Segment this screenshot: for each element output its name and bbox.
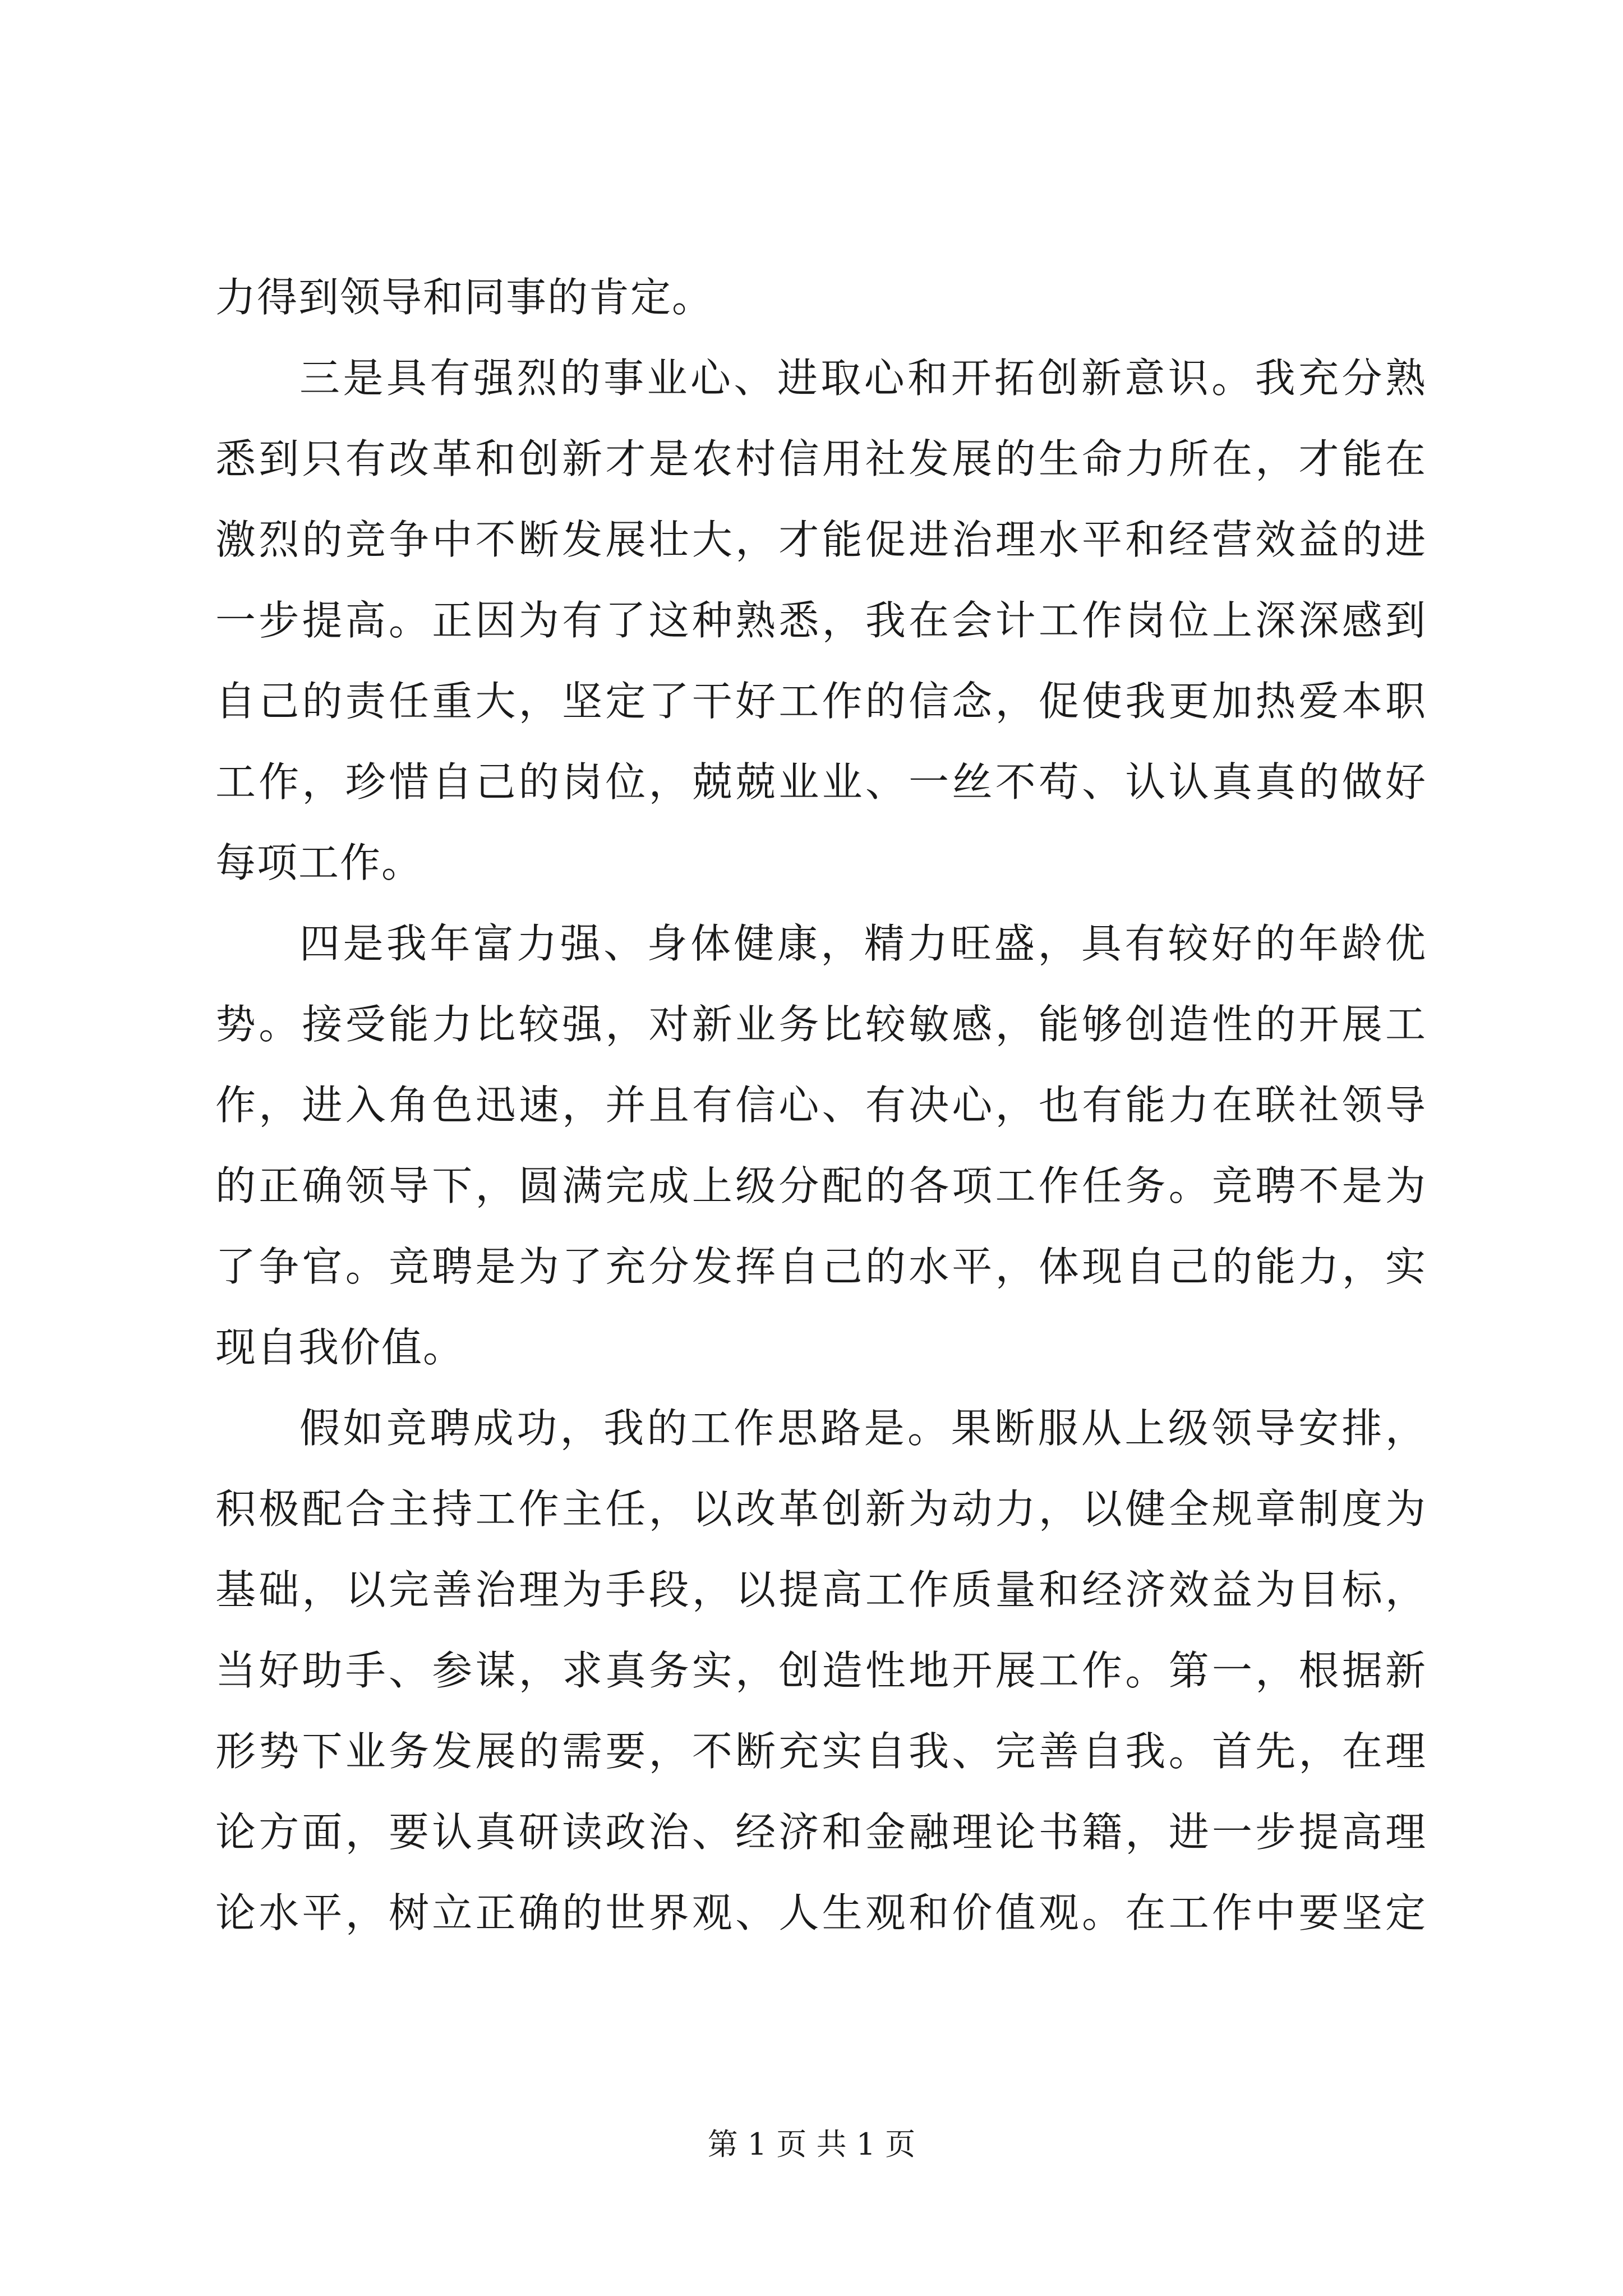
text-line: 了争官。竞聘是为了充分发挥自己的水平，体现自己的能力，实 <box>215 1243 1427 1290</box>
text-line: 基础，以完善治理为手段，以提高工作质量和经济效益为目标， <box>215 1566 1427 1613</box>
text-line: 论方面，要认真研读政治、经济和金融理论书籍，进一步提高理 <box>215 1809 1427 1856</box>
text-line: 假如竞聘成功，我的工作思路是。果断服从上级领导安排， <box>299 1405 1427 1452</box>
text-line: 每项工作。 <box>215 839 423 886</box>
text-line: 论水平，树立正确的世界观、人生观和价值观。在工作中要坚定 <box>215 1889 1427 1936</box>
page-footer: 第 1 页 共 1 页 <box>707 2127 916 2162</box>
text-line: 积极配合主持工作主任，以改革创新为动力，以健全规章制度为 <box>215 1485 1427 1533</box>
body-text <box>215 257 1427 1953</box>
text-line: 形势下业务发展的需要，不断充实自我、完善自我。首先，在理 <box>215 1728 1427 1775</box>
text-line: 势。接受能力比较强，对新业务比较敏感，能够创造性的开展工 <box>215 1001 1427 1048</box>
text-line: 力得到领导和同事的肯定。 <box>215 274 714 321</box>
text-line: 悉到只有改革和创新才是农村信用社发展的生命力所在，才能在 <box>215 435 1427 482</box>
text-line: 当好助手、参谋，求真务实，创造性地开展工作。第一，根据新 <box>215 1647 1427 1694</box>
text-line: 四是我年富力强、身体健康，精力旺盛，具有较好的年龄优 <box>299 920 1427 967</box>
text-line: 自己的责任重大，坚定了干好工作的信念，促使我更加热爱本职 <box>215 678 1427 725</box>
text-line: 激烈的竞争中不断发展壮大，才能促进治理水平和经营效益的进 <box>215 516 1427 563</box>
text-line: 三是具有强烈的事业心、进取心和开拓创新意识。我充分熟 <box>299 355 1427 402</box>
text-line: 工作，珍惜自己的岗位，兢兢业业、一丝不苟、认认真真的做好 <box>215 758 1427 806</box>
text-line: 的正确领导下，圆满完成上级分配的各项工作任务。竞聘不是为 <box>215 1162 1427 1209</box>
text-line: 一步提高。正因为有了这种熟悉，我在会计工作岗位上深深感到 <box>215 597 1427 644</box>
text-line: 现自我价值。 <box>215 1324 465 1371</box>
text-line: 作，进入角色迅速，并且有信心、有决心，也有能力在联社领导 <box>215 1082 1427 1129</box>
